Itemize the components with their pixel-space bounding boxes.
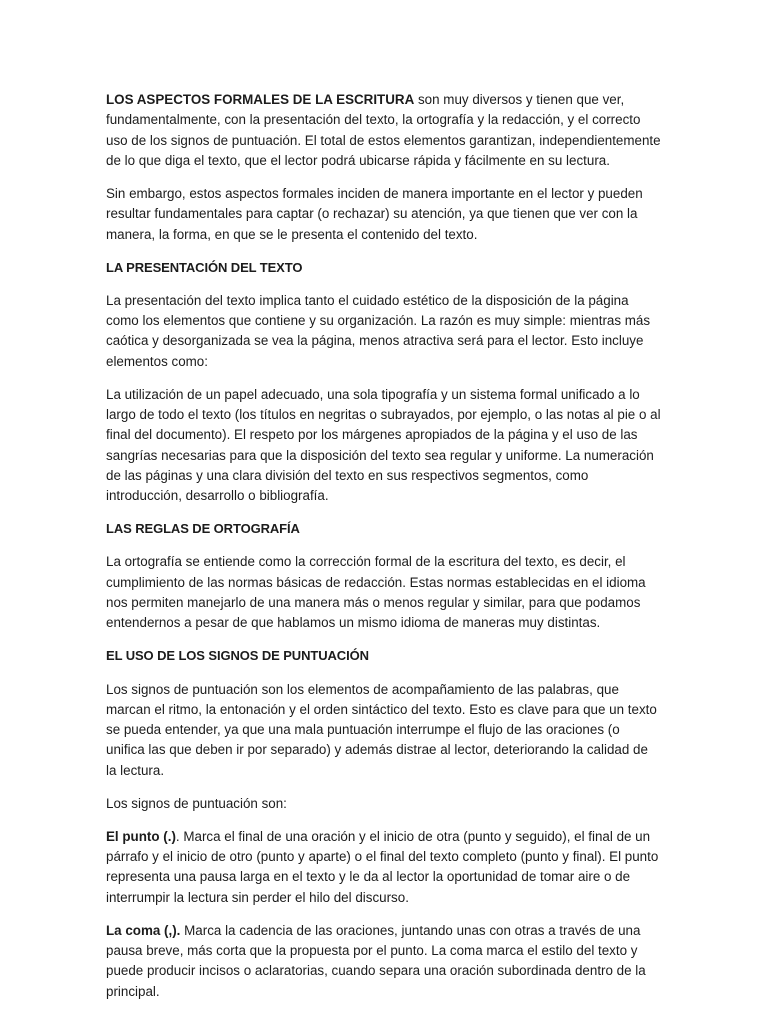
heading-ortografia: LAS REGLAS DE ORTOGRAFÍA: [106, 521, 300, 537]
intro-lead: LOS ASPECTOS FORMALES DE LA ESCRITURA: [106, 92, 415, 107]
coma-lead: La coma (,).: [106, 922, 181, 938]
punto-paragraph: [106, 827, 662, 908]
punto-text: . Marca el final de una oración y el inicio de otra (punto y seguido), el final de un párrafo y el inicio de otro (punto y aparte) o el final del texto completo (punto y final). El punto representa una pausa larga en el texto y le da al lector la oportunidad de tomar aire o de interrumpir la lectura sin perder el hilo del discurso.: [106, 828, 659, 905]
presentacion-paragraph-1: La presentación del texto implica tanto el cuidado estético de la disposición de la página como los elementos que contiene y su organización. La razón es muy simple: mientras más caótica y desorganizada se vea la página, menos atractiva será para el lector. Esto incluye elementos como:: [106, 292, 651, 369]
coma-text: Marca la cadencia de las oraciones, juntando unas con otras a través de una pausa breve, más corta que la propuesta por el punto. La coma marca el estilo del texto y puede producir incisos o aclaratorias, cuando separa una oración subordinada dentro de la principal.: [106, 922, 646, 999]
document-page: [106, 90, 662, 1015]
puntuacion-paragraph-2: Los signos de puntuación son:: [106, 795, 287, 811]
coma-paragraph: [106, 921, 662, 1002]
presentacion-paragraph-2: La utilización de un papel adecuado, una sola tipografía y un sistema formal unificado a lo largo de todo el texto (los títulos en negritas o subrayados, por ejemplo, o las notas al pie o al final del documento). El respeto por los márgenes apropiados de la página y el uso de las sangrías necesarias para que la disposición del texto sea regular y uniforme. La numeración de las páginas y una clara división del texto en sus respectivos segmentos, como introducción, desarrollo o bibliografía.: [106, 386, 661, 504]
punto-lead: El punto (.): [106, 828, 176, 844]
puntuacion-paragraph-1: Los signos de puntuación son los elementos de acompañamiento de las palabras, que marcan el ritmo, la entonación y el orden sintáctico del texto. Esto es clave para que un texto se pueda entender, ya que una mala puntuación interrumpe el flujo de las oraciones (o unifica las que deben ir por separado) y además distrae al lector, deteriorando la calidad de la lectura.: [106, 681, 657, 778]
intro-text: son muy diversos y tienen que ver, fundamentalmente, con la presentación del texto, la ortografía y la redacción, y el correcto uso de los signos de puntuación. El total de estos elementos garantizan, independientemente de lo que diga el texto, que el lector podrá ubicarse rápida y fácilmente en su lectura.: [106, 92, 661, 168]
heading-puntuacion: EL USO DE LOS SIGNOS DE PUNTUACIÓN: [106, 648, 369, 664]
ortografia-paragraph-1: La ortografía se entiende como la corrección formal de la escritura del texto, es decir, el cumplimiento de las normas básicas de redacción. Estas normas establecidas en el idioma nos permiten manejarlo de una manera más o menos regular y similar, para que podamos entendernos a pesar de que hablamos un mismo idioma de maneras muy distintas.: [106, 554, 646, 631]
intro-paragraph-2: Sin embargo, estos aspectos formales inciden de manera importante en el lector y pueden resultar fundamentales para captar (o rechazar) su atención, ya que tienen que ver con la manera, la forma, en que se le presenta el contenido del texto.: [106, 185, 643, 242]
intro-paragraph: [106, 90, 662, 171]
heading-presentacion: LA PRESENTACIÓN DEL TEXTO: [106, 259, 303, 275]
